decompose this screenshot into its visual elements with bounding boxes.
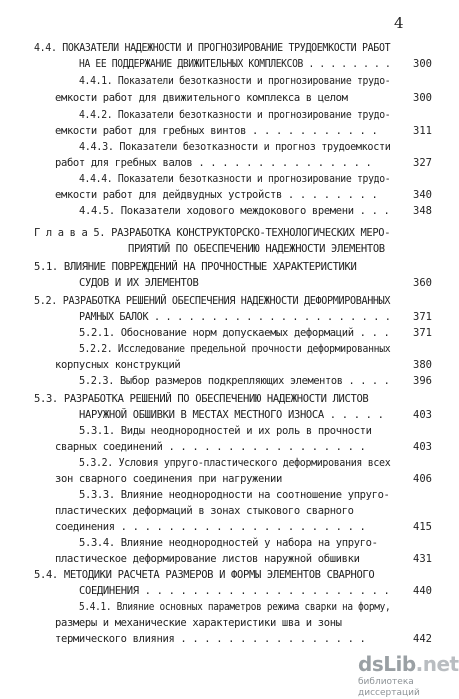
toc-line: 4.4.3. Показатели безотказности и прогноз трудоемкости (79, 141, 391, 153)
toc-line: СУДОВ И ИХ ЭЛЕМЕНТОВ (79, 277, 199, 289)
toc-line: 4.4. ПОКАЗАТЕЛИ НАДЕЖНОСТИ И ПРОГНОЗИРОВАНИЕ ТРУДОЕМКОСТИ РАБОТ (34, 42, 391, 54)
toc-line: емкости работ для движительного комплекса в целом (55, 92, 348, 104)
toc-line: соединения . . . . . . . . . . . . . . . . . . . . . (55, 521, 366, 533)
toc-page-number: 406 (413, 473, 432, 485)
toc-page-number: 340 (413, 189, 432, 201)
toc-page-number: 403 (413, 409, 432, 421)
toc-page-number: 327 (413, 157, 432, 169)
toc-page-number: 415 (413, 521, 432, 533)
toc-line: зон сварного соединения при нагружении (55, 473, 282, 485)
toc-page-number: 371 (413, 311, 432, 323)
toc-line: РАМНЫХ БАЛОК . . . . . . . . . . . . . . . . . . . . . (79, 311, 391, 323)
page-number: 4 (394, 14, 404, 32)
watermark-subtitle: библиотека диссертаций (358, 677, 420, 698)
watermark-logo (358, 652, 459, 676)
toc-line: сварных соединений . . . . . . . . . . . . . . . . . (55, 441, 366, 453)
toc-page-number: 442 (413, 633, 432, 645)
toc-line: 5.3. РАЗРАБОТКА РЕШЕНИЙ ПО ОБЕСПЕЧЕНИЮ НАДЕЖНОСТИ ЛИСТОВ (34, 393, 369, 405)
chapter-heading: Г л а в а 5. РАЗРАБОТКА КОНСТРУКТОРСКО-ТЕХНОЛОГИЧЕСКИХ МЕРО- (34, 227, 391, 239)
toc-line: НА ЕЕ ПОДДЕРЖАНИЕ ДВИЖИТЕЛЬНЫХ КОМПЛЕКСОВ . . . . . . . . (79, 58, 391, 70)
toc-line: пластических деформаций в зонах стыкового сварного (55, 505, 354, 517)
toc-page-number: 440 (413, 585, 432, 597)
toc-line: 5.2.3. Выбор размеров подкрепляющих элементов . . . . (79, 375, 390, 387)
toc-line: термического влияния . . . . . . . . . . . . . . . . (55, 633, 366, 645)
toc-page-number: 431 (413, 553, 432, 565)
toc-line: 5.1. ВЛИЯНИЕ ПОВРЕЖДЕНИЙ НА ПРОЧНОСТНЫЕ ХАРАКТЕРИСТИКИ (34, 261, 357, 273)
toc-line: 4.4.5. Показатели ходового междокового времени . . . (79, 205, 390, 217)
toc-page-number: 311 (413, 125, 432, 137)
toc-line: СОЕДИНЕНИЯ . . . . . . . . . . . . . . . . . . . . . (79, 585, 390, 597)
toc-page-number: 360 (413, 277, 432, 289)
toc-line: 5.2.2. Исследование предельной прочности деформированных (79, 343, 391, 355)
watermark-logo-main: dsLib (358, 652, 416, 676)
toc-line: 5.4.1. Влияние основных параметров режима сварки на форму, (79, 601, 391, 613)
toc-line: 5.3.1. Виды неоднородностей и их роль в прочности (79, 425, 372, 437)
chapter-heading: ПРИЯТИЙ ПО ОБЕСПЕЧЕНИЮ НАДЕЖНОСТИ ЭЛЕМЕНТОВ (128, 243, 385, 255)
toc-line: работ для гребных валов . . . . . . . . . . . . . . . (55, 157, 372, 169)
toc-line: корпусных конструкций (55, 359, 181, 371)
watermark (358, 652, 459, 699)
toc-line: размеры и механические характеристики шва и зоны (55, 617, 342, 629)
toc-page-number: 396 (413, 375, 432, 387)
toc-page-number: 380 (413, 359, 432, 371)
toc-line: 4.4.2. Показатели безотказности и прогнозирование трудо- (79, 109, 391, 121)
watermark-logo-suffix: .net (415, 652, 459, 676)
toc-line: 4.4.1. Показатели безотказности и прогнозирование трудо- (79, 75, 391, 87)
toc-line: 5.3.4. Влияние неоднородностей у набора на упруго- (79, 537, 378, 549)
toc-page-number: 403 (413, 441, 432, 453)
toc-line: НАРУЖНОЙ ОБШИВКИ В МЕСТАХ МЕСТНОГО ИЗНОСА . . . . . (79, 409, 384, 421)
toc-line: 5.3.2. Условия упруго-пластического деформирования всех (79, 457, 391, 469)
toc-line: 5.3.3. Влияние неоднородности на соотношение упруго- (79, 489, 390, 501)
toc-line: емкости работ для гребных винтов . . . . . . . . . . . (55, 125, 378, 137)
toc-line: пластическое деформирование листов наружной обшивки (55, 553, 360, 565)
toc-page-number: 300 (413, 58, 432, 70)
toc-page-number: 348 (413, 205, 432, 217)
toc-line: 4.4.4. Показатели безотказности и прогнозирование трудо- (79, 173, 391, 185)
toc-line: емкости работ для дейдвудных устройств . . . . . . . . (55, 189, 378, 201)
toc-line: 5.4. МЕТОДИКИ РАСЧЕТА РАЗМЕРОВ И ФОРМЫ ЭЛЕМЕНТОВ СВАРНОГО (34, 569, 375, 581)
toc-line: 5.2.1. Обоснование норм допускаемых деформаций . . . (79, 327, 390, 339)
toc-page-number: 371 (413, 327, 432, 339)
toc-page-number: 300 (413, 92, 432, 104)
toc-line: 5.2. РАЗРАБОТКА РЕШЕНИЙ ОБЕСПЕЧЕНИЯ НАДЕЖНОСТИ ДЕФОРМИРОВАННЫХ (34, 295, 391, 307)
